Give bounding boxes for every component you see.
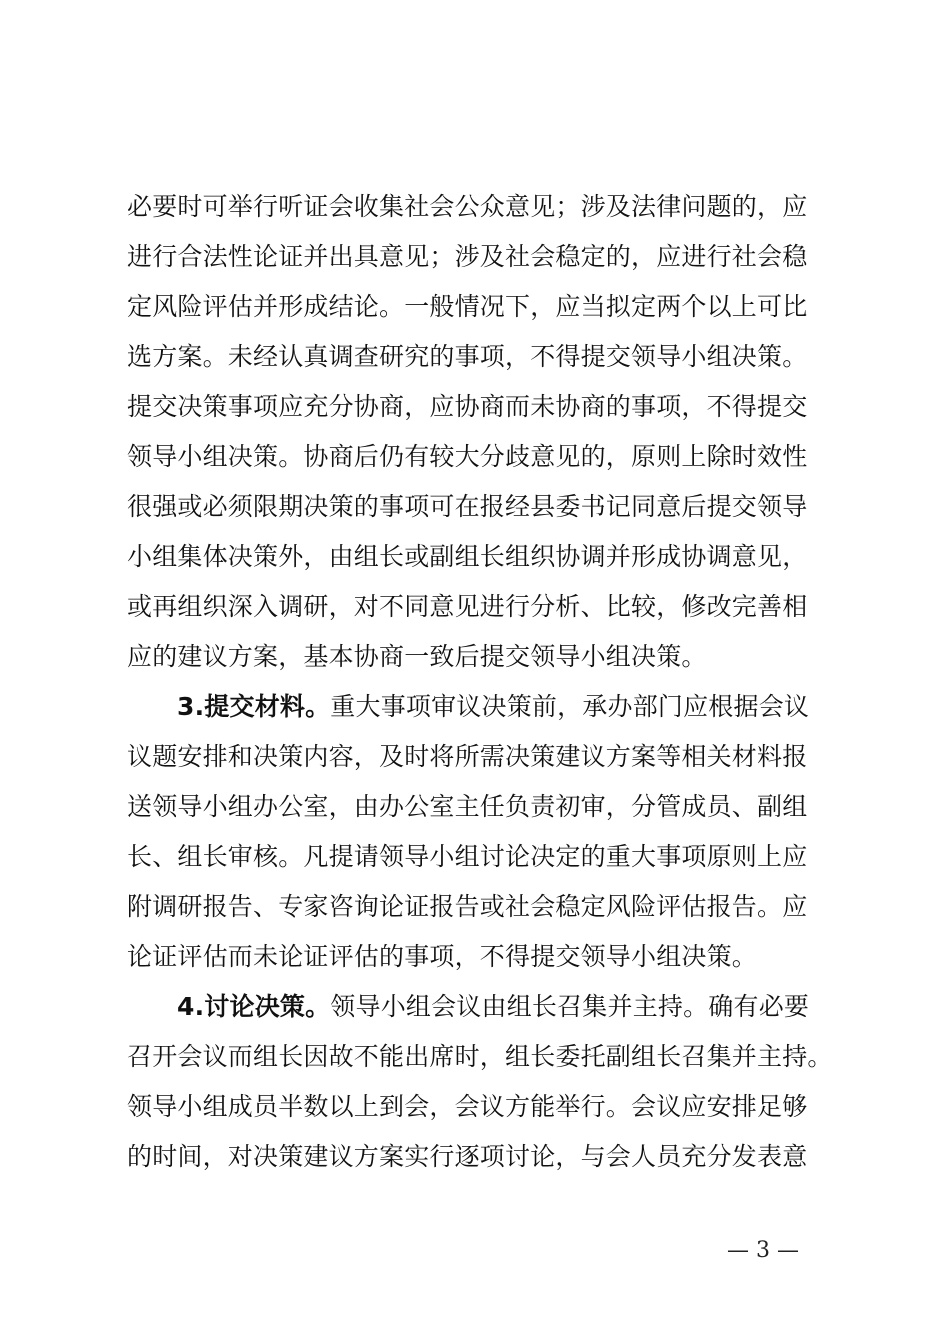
text-line: 必要时可举行听证会收集社会公众意见；涉及法律问题的，应 (127, 192, 808, 221)
text-line: 的时间，对决策建议方案实行逐项讨论，与会人员充分发表意 (127, 1142, 808, 1171)
text-line: 小组集体决策外，由组长或副组长组织协调并形成协调意见， (127, 542, 808, 571)
section-3-heading: 3.提交材料。 (177, 692, 331, 721)
text-line: 附调研报告、专家咨询论证报告或社会稳定风险评估报告。应 (127, 892, 808, 921)
text-line: 领导小组决策。协商后仍有较大分歧意见的，原则上除时效性 (127, 442, 808, 471)
section-4-first-line-text: 领导小组会议由组长召集并主持。确有必要 (330, 992, 810, 1021)
text-line: 很强或必须限期决策的事项可在报经县委书记同意后提交领导 (127, 492, 808, 521)
section-4-first-line (127, 982, 837, 1032)
text-line: 定风险评估并形成结论。一般情况下，应当拟定两个以上可比 (127, 292, 808, 321)
text-line: 或再组织深入调研，对不同意见进行分析、比较，修改完善相 (127, 592, 808, 621)
body-text (127, 182, 837, 1182)
text-line: 送领导小组办公室，由办公室主任负责初审，分管成员、副组 (127, 792, 808, 821)
text-line: 应的建议方案，基本协商一致后提交领导小组决策。 (127, 642, 707, 671)
text-line: 论证评估而未论证评估的事项，不得提交领导小组决策。 (127, 942, 758, 971)
text-line: 领导小组成员半数以上到会，会议方能举行。会议应安排足够 (127, 1092, 808, 1121)
text-line: 议题安排和决策内容，及时将所需决策建议方案等相关材料报 (127, 742, 808, 771)
section-4-heading: 4.讨论决策。 (177, 992, 331, 1021)
text-line: 进行合法性论证并出具意见；涉及社会稳定的，应进行社会稳 (127, 242, 808, 271)
text-line: 召开会议而组长因故不能出席时，组长委托副组长召集并主持。 (127, 1042, 833, 1071)
text-line: 选方案。未经认真调查研究的事项，不得提交领导小组决策。 (127, 342, 808, 371)
text-line: 长、组长审核。凡提请领导小组讨论决定的重大事项原则上应 (127, 842, 808, 871)
text-line: 提交决策事项应充分协商，应协商而未协商的事项，不得提交 (127, 392, 808, 421)
section-3-first-line-text: 重大事项审议决策前，承办部门应根据会议 (330, 692, 810, 721)
section-3-first-line (127, 682, 837, 732)
page-number: — 3 — (727, 1238, 799, 1263)
